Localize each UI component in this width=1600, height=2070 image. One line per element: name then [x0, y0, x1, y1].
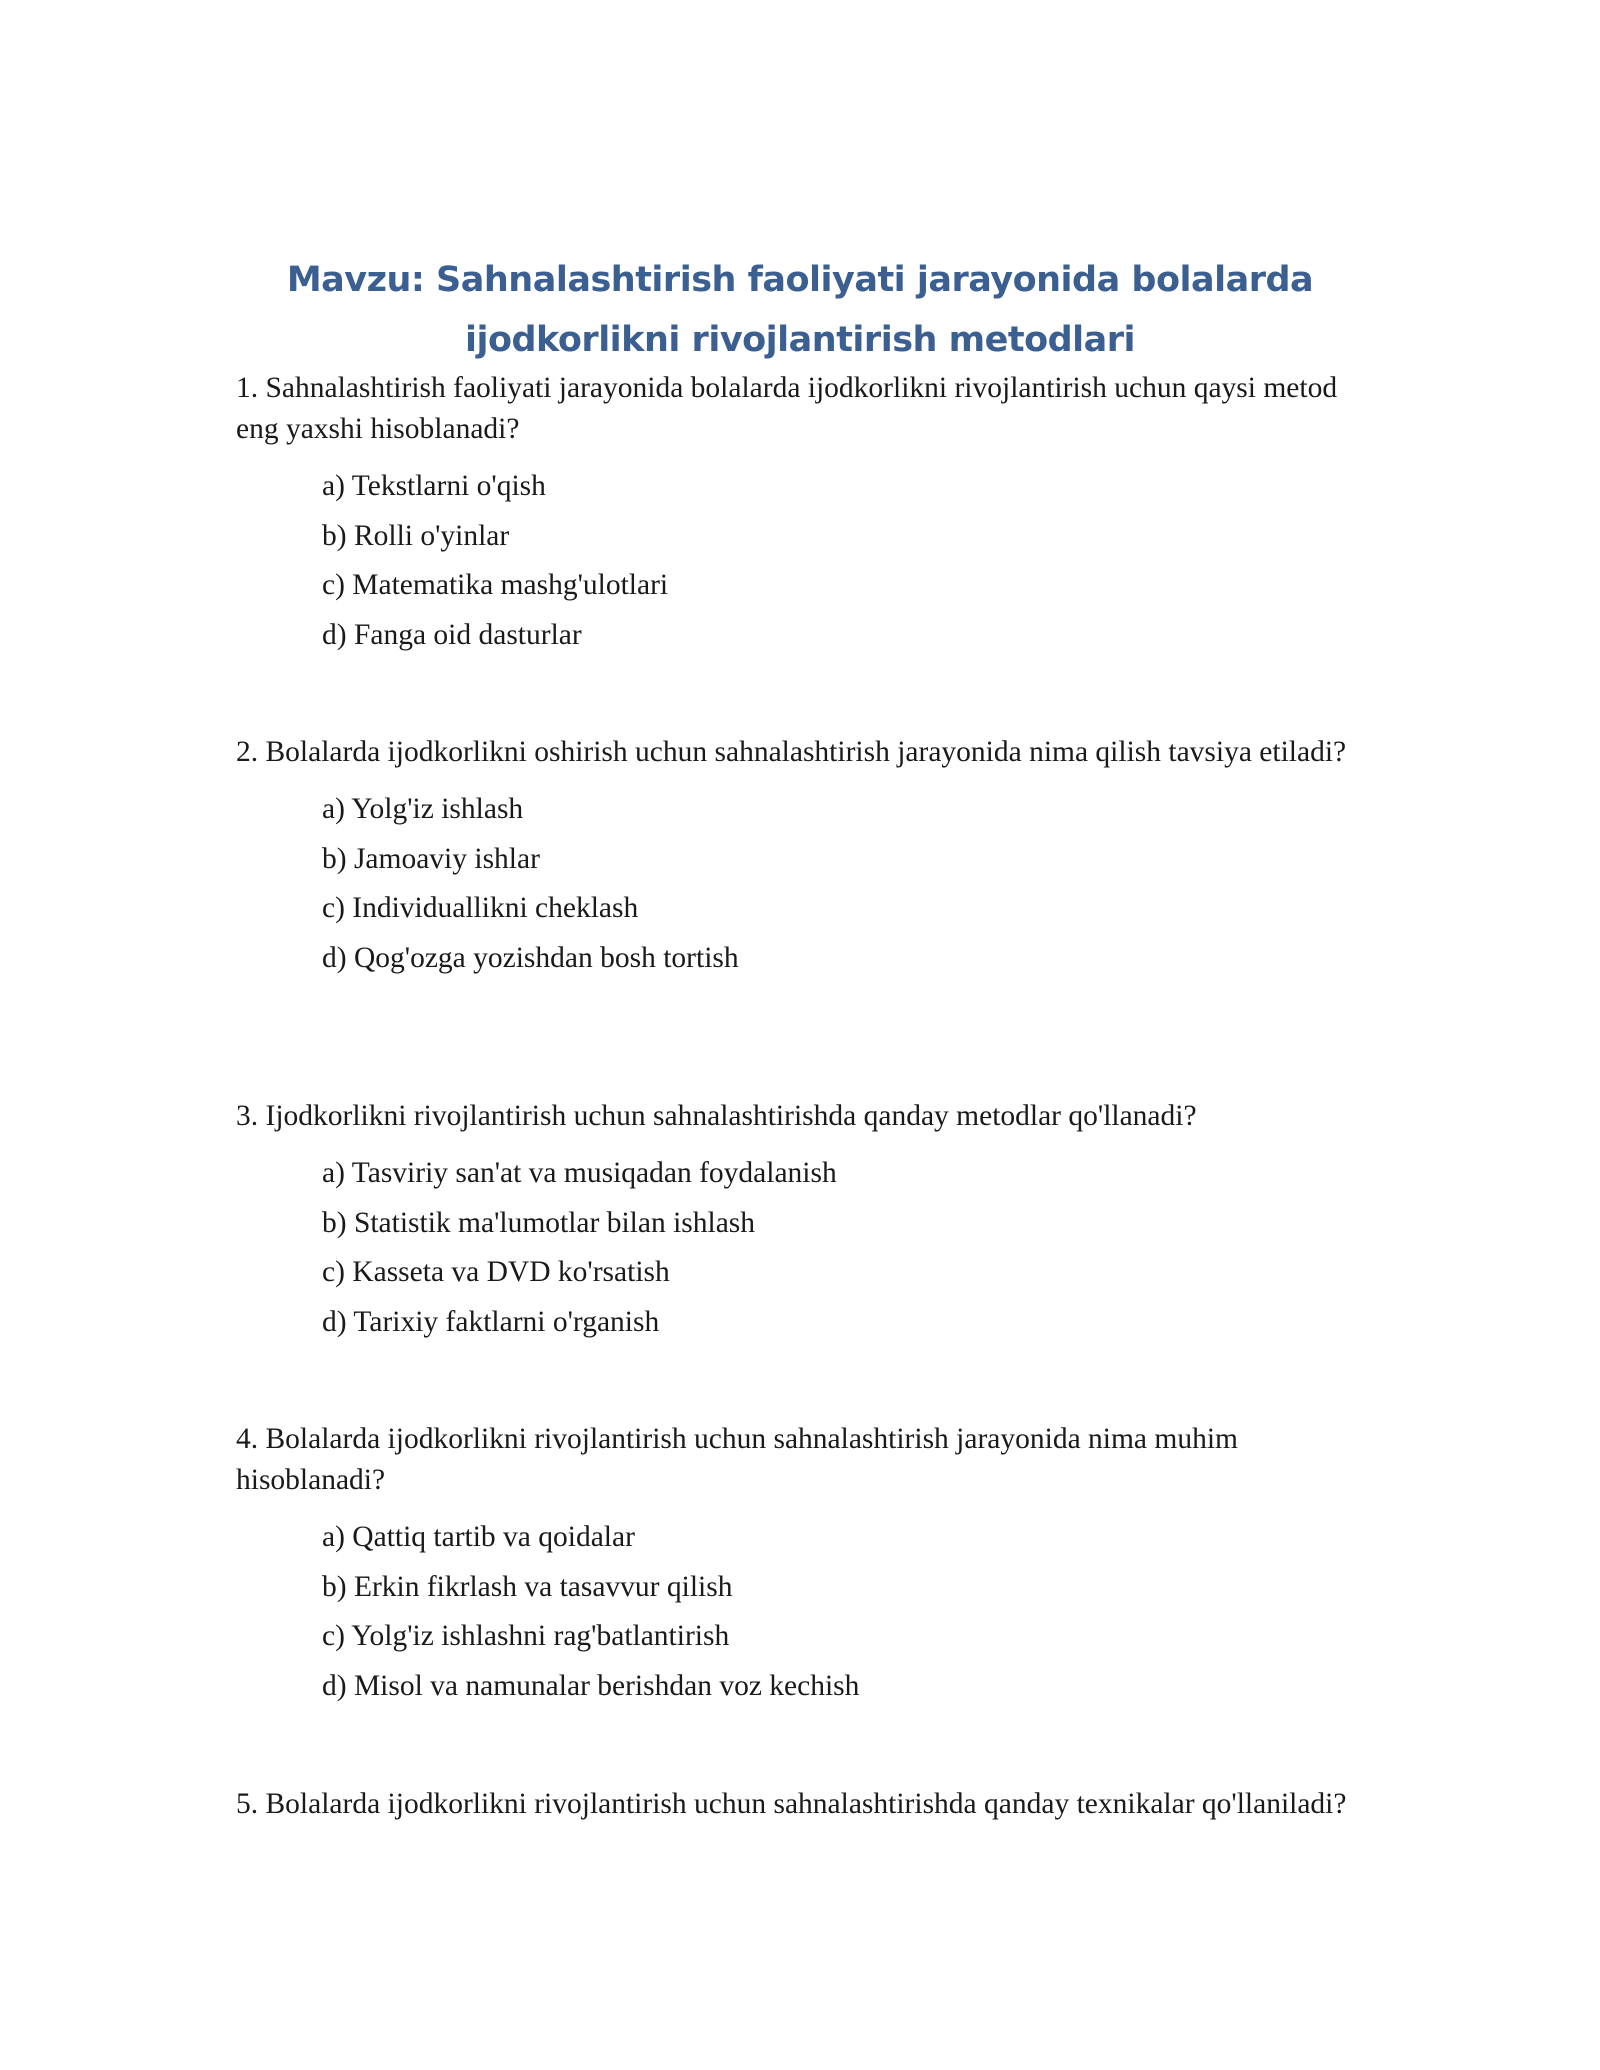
question-text: 4. Bolalarda ijodkorlikni rivojlantirish uchun sahnalashtirish jarayonida nima muhim hisoblanadi? [236, 1423, 1238, 1496]
answer-option: b) Statistik ma'lumotlar bilan ishlash [322, 1206, 756, 1239]
answer-option: d) Fanga oid dasturlar [322, 618, 582, 651]
answer-option: c) Yolg'iz ishlashni rag'batlantirish [322, 1620, 730, 1653]
question-3 [236, 1096, 1364, 1351]
answer-option: c) Matematika mashg'ulotlari [322, 569, 669, 602]
answer-option: b) Jamoaviy ishlar [322, 842, 540, 875]
question-1 [236, 368, 1364, 664]
answer-option: d) Tarixiy faktlarni o'rganish [322, 1305, 660, 1338]
answer-options [322, 1517, 1364, 1715]
answer-option: a) Qattiq tartib va qoidalar [322, 1521, 635, 1553]
answer-options [322, 789, 1364, 987]
answer-option: d) Misol va namunalar berishdan voz kechish [322, 1669, 860, 1702]
question-4 [236, 1419, 1364, 1715]
question-text: 5. Bolalarda ijodkorlikni rivojlantirish uchun sahnalashtirishda qanday texnikalar qo'llaniladi? [236, 1788, 1347, 1820]
answer-options [322, 1153, 1364, 1351]
question-text: 3. Ijodkorlikni rivojlantirish uchun sahnalashtirishda qanday metodlar qo'llanadi? [236, 1100, 1197, 1132]
question-2 [236, 732, 1364, 987]
answer-option: c) Kasseta va DVD ko'rsatish [322, 1256, 670, 1289]
question-text: 1. Sahnalashtirish faoliyati jarayonida bolalarda ijodkorlikni rivojlantirish uchun qaysi metod eng yaxshi hisoblanadi? [236, 372, 1338, 445]
answer-options [322, 466, 1364, 664]
answer-option: b) Erkin fikrlash va tasavvur qilish [322, 1570, 733, 1603]
answer-option: a) Tekstlarni o'qish [322, 470, 546, 502]
question-5 [236, 1784, 1364, 1825]
answer-option: c) Individuallikni cheklash [322, 892, 639, 925]
answer-option: b) Rolli o'yinlar [322, 519, 510, 552]
answer-option: a) Tasviriy san'at va musiqadan foydalanish [322, 1157, 837, 1189]
answer-option: a) Yolg'iz ishlash [322, 793, 524, 825]
question-text: 2. Bolalarda ijodkorlikni oshirish uchun sahnalashtirish jarayonida nima qilish tavsiya etiladi? [236, 736, 1347, 768]
answer-option: d) Qog'ozga yozishdan bosh tortish [322, 941, 739, 974]
page-title: Mavzu: Sahnalashtirish faoliyati jarayonida bolalarda ijodkorlikni rivojlantirish metodlari [286, 260, 1314, 360]
